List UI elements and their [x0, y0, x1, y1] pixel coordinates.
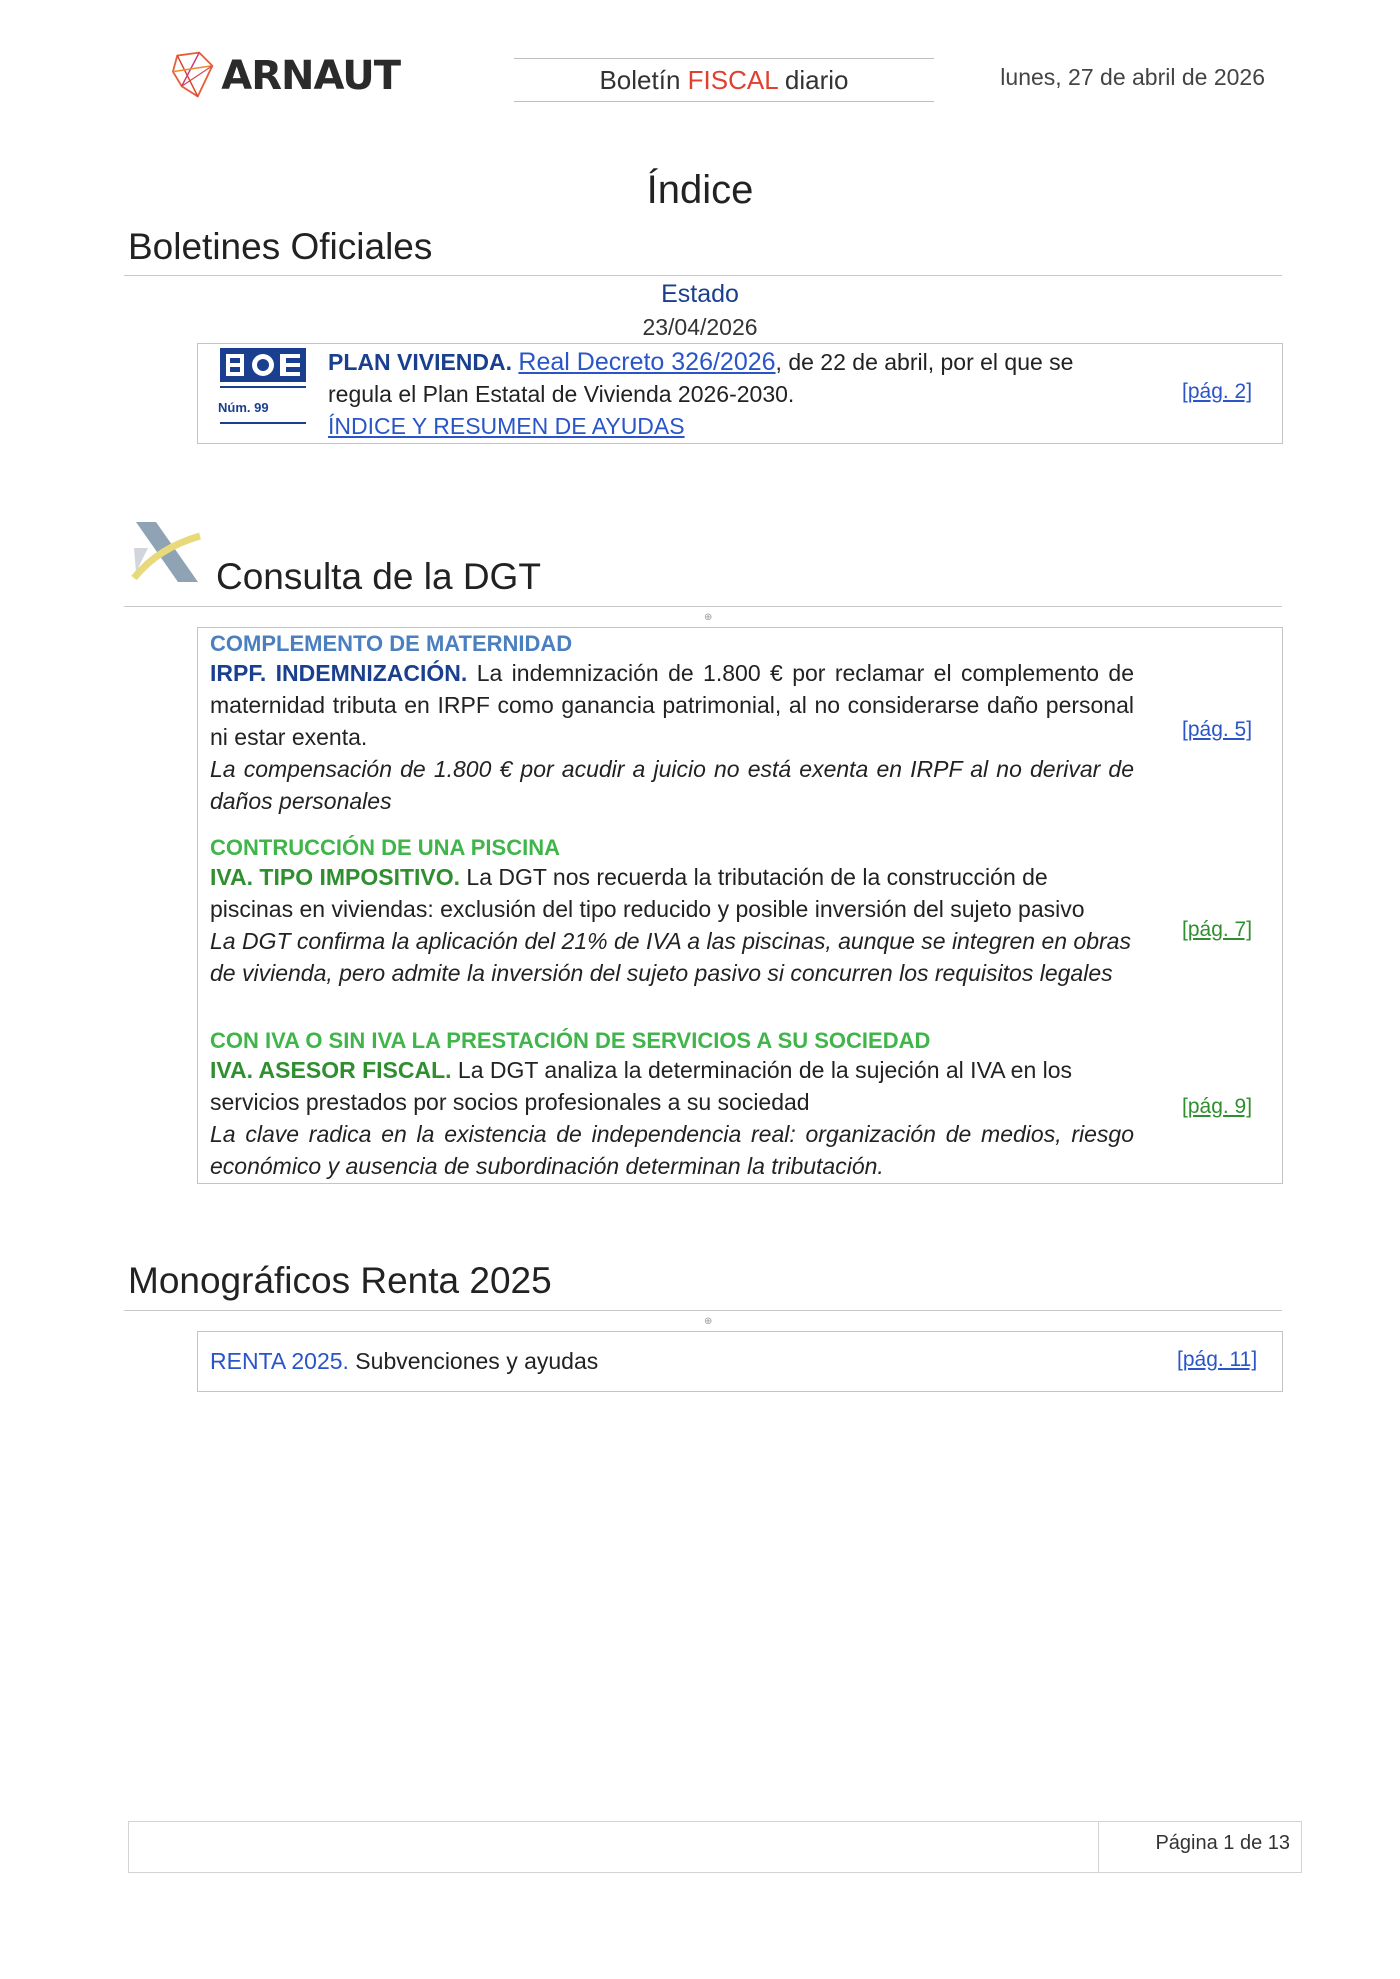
estado-date: 23/04/2026 — [642, 314, 758, 340]
dgt-item-category: CONTRUCCIÓN DE UNA PISCINA — [210, 835, 560, 860]
monografico-item-label: RENTA 2025. — [210, 1348, 349, 1374]
page-link-dgt-3[interactable]: [pág. 9] — [1182, 1095, 1253, 1118]
brand-logo — [170, 38, 400, 114]
monografico-item-text — [210, 1345, 1110, 1377]
boe-item-label: PLAN VIVIENDA. — [328, 349, 513, 375]
dgt-item-label: IVA. ASESOR FISCAL. — [210, 1057, 452, 1083]
anchor-icon: ⊕ — [704, 1316, 713, 1327]
monografico-item-description: Subvenciones y ayudas — [348, 1348, 599, 1374]
agencia-tributaria-icon — [128, 518, 206, 590]
dgt-item-summary: La compensación de 1.800 € por acudir a juicio no está exenta en IRPF al no derivar de daños personales — [210, 756, 1134, 814]
page-link-renta[interactable]: [pág. 11] — [1177, 1348, 1258, 1371]
dgt-item-category: COMPLEMENTO DE MATERNIDAD — [210, 631, 573, 656]
page-link-dgt-1[interactable]: [pág. 5] — [1182, 718, 1253, 741]
section-heading-dgt: Consulta de la DGT — [216, 556, 541, 597]
index-title: Índice — [646, 168, 754, 212]
section-heading-boletines: Boletines Oficiales — [128, 226, 433, 267]
page-link-dgt-2[interactable]: [pág. 7] — [1182, 918, 1253, 941]
dgt-item-description: La DGT nos recuerda la tributación de la construcción de piscinas en viviendas: exclusión del tipo reducido y posible inversión del sujeto pasivo — [210, 864, 1085, 922]
dgt-item-description: La DGT analiza la determinación de la sujeción al IVA en los servicios prestados por socios profesionales a su sociedad — [210, 1057, 1073, 1115]
bulletin-title-accent: FISCAL — [687, 65, 778, 95]
section-rule — [124, 1310, 1282, 1311]
boe-item-description: , de 22 de abril, por el que se regula el Plan Estatal de Vivienda 2026-2030. — [328, 349, 1074, 407]
dgt-item-label: IVA. TIPO IMPOSITIVO. — [210, 864, 461, 890]
dgt-item-summary: La clave radica en la existencia de independencia real: organización de medios, riesgo económico y ausencia de subordinación determinan la tributación. — [210, 1121, 1134, 1179]
boe-item-text — [328, 346, 1138, 442]
anchor-icon: ⊕ — [704, 612, 713, 623]
dgt-item-2 — [210, 835, 1134, 989]
header-date: lunes, 27 de abril de 2026 — [1000, 64, 1265, 90]
logo-mark-icon — [170, 40, 215, 112]
section-rule — [124, 606, 1282, 607]
dgt-item-description: La indemnización de 1.800 € por reclamar el complemento de maternidad tributa en IRPF como ganancia patrimonial, al no considerarse daño personal ni estar exenta. — [210, 660, 1135, 750]
dgt-item-3 — [210, 1028, 1134, 1182]
section-rule — [124, 275, 1282, 276]
subheading-estado: Estado — [661, 280, 739, 308]
indice-resumen-link[interactable]: ÍNDICE Y RESUMEN DE AYUDAS — [328, 413, 685, 439]
section-heading-monograficos: Monográficos Renta 2025 — [128, 1260, 552, 1301]
dgt-item-text — [210, 657, 1134, 753]
logo-text: ARNAUT — [221, 53, 400, 99]
page-link-boe[interactable]: [pág. 2] — [1182, 380, 1253, 403]
dgt-item-label: IRPF. INDEMNIZACIÓN. — [210, 660, 468, 686]
page-number: Página 1 de 13 — [1155, 1832, 1290, 1854]
dgt-item-text — [210, 1054, 1134, 1118]
bulletin-title — [514, 58, 934, 102]
dgt-item-text — [210, 861, 1134, 925]
dgt-item-1 — [210, 631, 1134, 817]
dgt-item-summary: La DGT confirma la aplicación del 21% de IVA a las piscinas, aunque se integren en obras de vivienda, pero admite la inversión del sujeto pasivo si concurren los requisitos legales — [210, 928, 1131, 986]
boe-issue-number: Núm. 99 — [218, 400, 269, 415]
bulletin-title-part1: Boletín — [599, 65, 688, 95]
bulletin-title-part2: diario — [777, 65, 849, 95]
footer-divider — [1098, 1821, 1099, 1873]
dgt-item-category: CON IVA O SIN IVA LA PRESTACIÓN DE SERVICIOS A SU SOCIEDAD — [210, 1028, 931, 1053]
real-decreto-link[interactable]: Real Decreto 326/2026 — [518, 348, 776, 376]
